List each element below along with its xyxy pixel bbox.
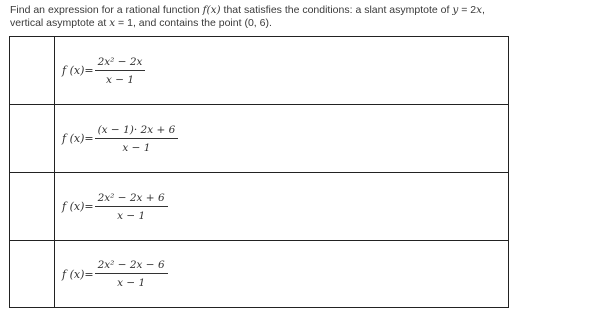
equals-sign: = xyxy=(84,64,94,77)
question-line1-part-d: , xyxy=(482,4,485,16)
function-lhs xyxy=(62,64,94,77)
fraction-denominator: x − 1 xyxy=(105,73,135,86)
answer-option-select-cell-1[interactable] xyxy=(10,37,55,104)
function-lhs-text: f (x) xyxy=(62,200,85,213)
question-variable-y: y xyxy=(452,4,459,16)
answer-option-formula-1 xyxy=(62,37,145,104)
answer-option-select-cell-2[interactable] xyxy=(10,105,55,172)
function-lhs xyxy=(62,268,94,281)
answer-option-row-4[interactable] xyxy=(10,240,508,307)
function-lhs xyxy=(62,200,94,213)
fraction-denominator: x − 1 xyxy=(117,277,146,289)
answer-option-select-cell-4[interactable] xyxy=(10,241,55,307)
fraction-denominator: x − 1 xyxy=(117,209,146,222)
answer-option-formula-2 xyxy=(62,105,178,172)
answer-options-table xyxy=(9,36,509,308)
fraction-numerator: 2x² − 2x − 6 xyxy=(95,259,168,274)
question-line2-variable-x: x xyxy=(109,17,116,29)
fraction xyxy=(95,56,146,86)
answer-option-formula-3 xyxy=(62,173,168,240)
fraction-numerator: (x − 1)· 2x + 6 xyxy=(95,124,179,139)
question-line1-part-a: Find an expression for a rational function xyxy=(10,4,203,16)
answer-option-select-cell-3[interactable] xyxy=(10,173,55,240)
equals-sign: = xyxy=(84,267,94,281)
question-variable-x: x xyxy=(476,4,483,16)
fraction xyxy=(95,259,168,289)
fraction-numerator: 2x² − 2x xyxy=(95,56,146,71)
fraction xyxy=(95,192,168,222)
function-lhs-text: f (x) xyxy=(62,267,85,281)
question-line2-part-b: = 1, and contains the point (0, 6). xyxy=(115,17,272,29)
question-line1-part-c: = 2 xyxy=(458,4,477,16)
answer-option-row-1[interactable] xyxy=(10,37,508,104)
answer-option-row-3[interactable] xyxy=(10,172,508,240)
answer-option-formula-4 xyxy=(62,241,168,307)
question-line2-part-a: vertical asymptote at xyxy=(10,17,110,29)
answer-option-row-2[interactable] xyxy=(10,104,508,172)
question-text xyxy=(10,4,590,30)
function-lhs-text: f (x) xyxy=(62,132,85,145)
equals-sign: = xyxy=(84,132,94,145)
fraction-denominator: x − 1 xyxy=(122,141,151,154)
function-lhs xyxy=(62,132,94,145)
fraction xyxy=(95,124,179,154)
question-function-name: f(x) xyxy=(202,4,221,16)
function-lhs-text: f (x) xyxy=(62,64,85,77)
question-line1-part-b: that satisfies the conditions: a slant asymptote of xyxy=(220,4,453,16)
fraction-numerator: 2x² − 2x + 6 xyxy=(95,192,168,207)
equals-sign: = xyxy=(84,200,94,213)
